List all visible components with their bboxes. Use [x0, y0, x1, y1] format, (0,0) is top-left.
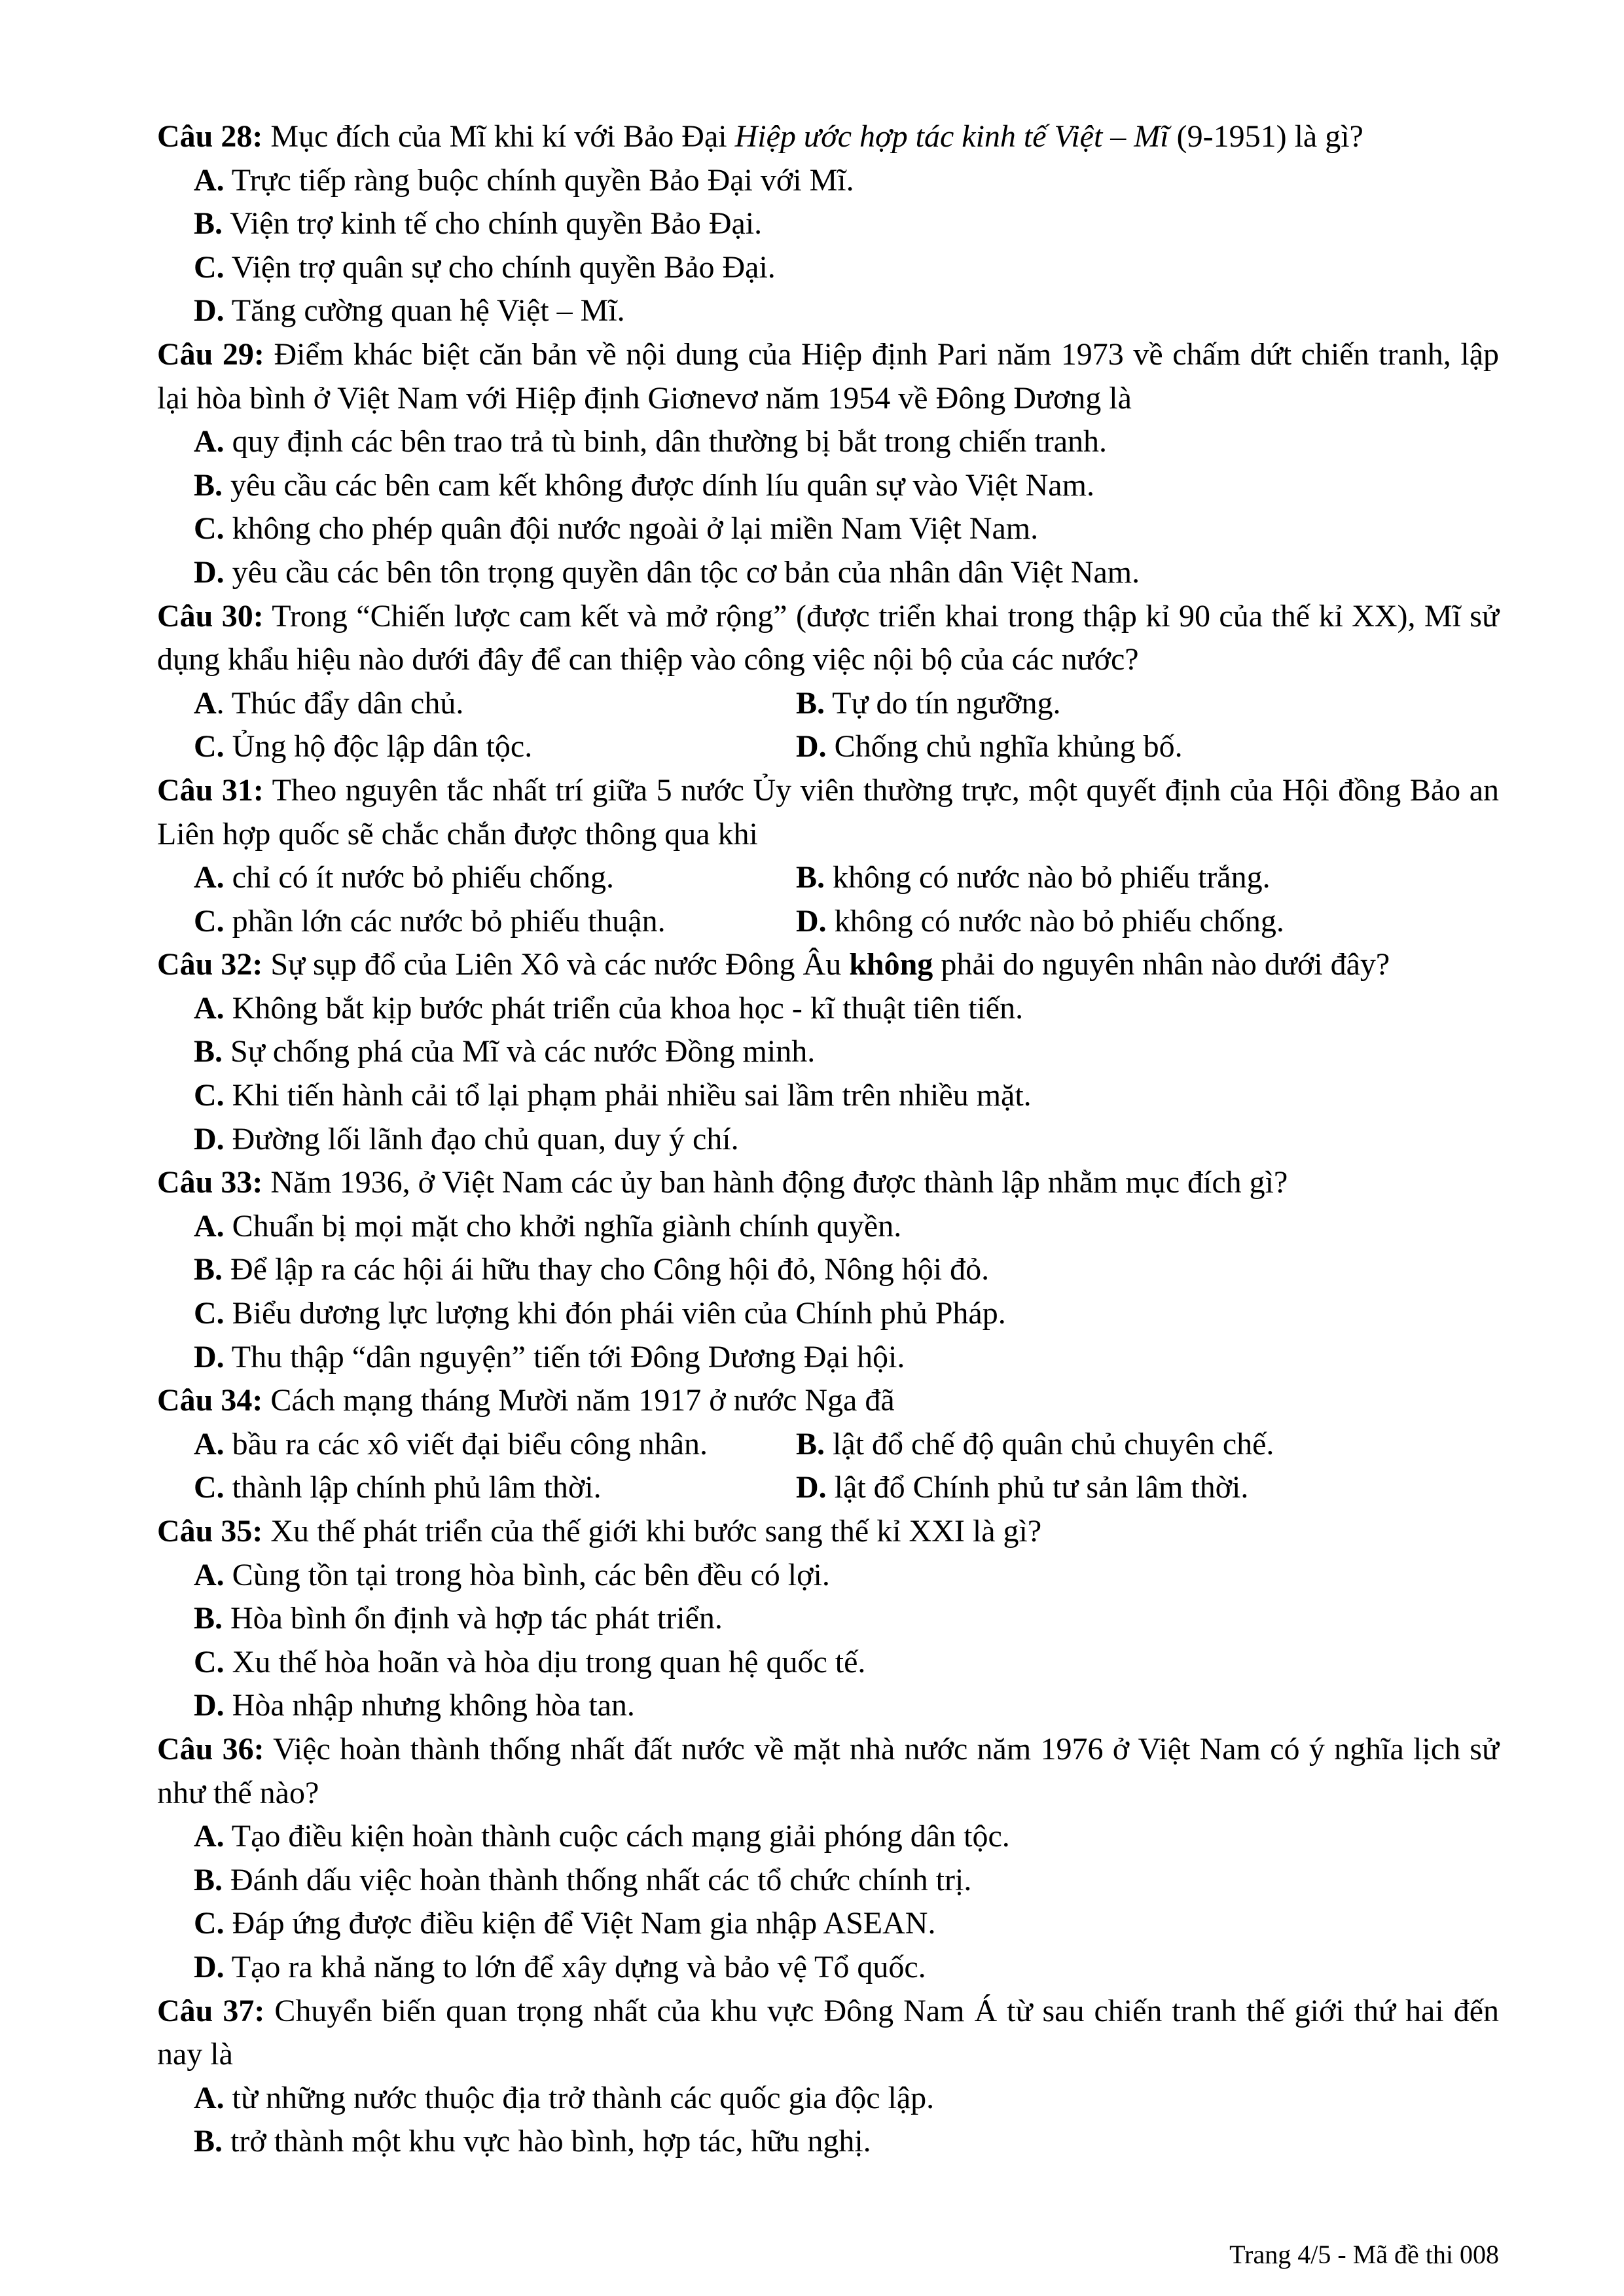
option-a[interactable] [157, 1205, 1499, 1249]
option-c[interactable] [157, 725, 796, 769]
option-label: C. [194, 729, 225, 764]
option-label: B. [194, 206, 223, 242]
question-stem [157, 1161, 1499, 1205]
question-stem [157, 115, 1499, 159]
option-b[interactable] [157, 202, 1499, 246]
option-d[interactable] [157, 551, 1499, 595]
question-number: Câu 34: [157, 1383, 263, 1418]
option-text: Hòa nhập nhưng không hòa tan. [224, 1688, 635, 1723]
answer-options [157, 856, 1499, 943]
option-label: C. [194, 1078, 225, 1113]
option-text: Viện trợ quân sự cho chính quyền Bảo Đại. [224, 249, 776, 285]
question-34 [157, 1379, 1499, 1510]
option-label: B. [194, 1601, 223, 1636]
stem-text: phải do nguyên nhân nào dưới đây? [933, 947, 1390, 982]
option-label: D. [194, 554, 225, 590]
question-number: Câu 29: [157, 336, 264, 372]
option-text: yêu cầu các bên tôn trọng quyền dân tộc cơ bản của nhân dân Việt Nam. [224, 554, 1140, 590]
option-text: yêu cầu các bên cam kết không được dính líu quân sự vào Việt Nam. [223, 467, 1094, 503]
question-number: Câu 37: [157, 1993, 265, 2028]
option-label: A. [194, 1557, 225, 1592]
option-text: bầu ra các xô viết đại biểu công nhân. [224, 1426, 708, 1462]
option-text: Khi tiến hành cải tổ lại phạm phải nhiều sai lầm trên nhiều mặt. [224, 1078, 1032, 1113]
option-label: A. [194, 1426, 225, 1462]
option-text: Đánh dấu việc hoàn thành thống nhất các tổ chức chính trị. [223, 1862, 972, 1897]
option-label: B. [796, 685, 825, 721]
option-c[interactable] [157, 900, 796, 944]
stem-text: Năm 1936, ở Việt Nam các ủy ban hành động được thành lập nhằm mục đích gì? [262, 1165, 1288, 1200]
option-d[interactable] [796, 900, 1499, 944]
option-label: C. [194, 903, 225, 939]
stem-text: Theo nguyên tắc nhất trí giữa 5 nước Ủy viên thường trực, một quyết định của Hội đồng Bảo an Liên hợp quốc sẽ chắc chắn được thông qua khi [157, 772, 1499, 852]
answer-options [157, 2077, 1499, 2164]
option-label: C. [194, 249, 225, 285]
question-32 [157, 943, 1499, 1161]
option-text: không cho phép quân đội nước ngoài ở lại miền Nam Việt Nam. [224, 511, 1039, 547]
option-a[interactable] [157, 682, 796, 726]
question-number: Câu 36: [157, 1731, 264, 1767]
option-b[interactable] [157, 1859, 1499, 1903]
option-label: D. [796, 1470, 827, 1505]
question-31 [157, 769, 1499, 943]
option-label: A. [194, 2080, 225, 2115]
option-text: Đáp ứng được điều kiện để Việt Nam gia nhập ASEAN. [224, 1906, 936, 1941]
option-a[interactable] [157, 1815, 1499, 1859]
answer-options [157, 1423, 1499, 1510]
option-label: A. [194, 424, 225, 459]
answer-options [157, 682, 1499, 769]
option-label: C. [194, 1644, 225, 1679]
option-label: C. [194, 511, 225, 547]
answer-options [157, 420, 1499, 594]
option-c[interactable] [157, 1902, 1499, 1946]
option-text: lật đổ Chính phủ tư sản lâm thời. [826, 1470, 1249, 1505]
exam-page [157, 115, 1499, 2164]
option-label: B. [194, 467, 223, 503]
question-number: Câu 28: [157, 119, 263, 154]
option-d[interactable] [157, 289, 1499, 333]
option-label: B. [194, 2124, 223, 2159]
option-label: D. [796, 729, 827, 764]
stem-bold-text: không [849, 947, 933, 982]
option-text: thành lập chính phủ lâm thời. [224, 1470, 602, 1505]
option-text: Tạo điều kiện hoàn thành cuộc cách mạng giải phóng dân tộc. [224, 1819, 1010, 1854]
option-text: Để lập ra các hội ái hữu thay cho Công hội đỏ, Nông hội đỏ. [223, 1252, 990, 1287]
question-stem [157, 1510, 1499, 1554]
option-text: từ những nước thuộc địa trở thành các quốc gia độc lập. [224, 2080, 935, 2115]
question-33 [157, 1161, 1499, 1379]
option-label: D. [194, 1688, 225, 1723]
option-text: Hòa bình ổn định và hợp tác phát triển. [223, 1601, 723, 1636]
option-label: B. [796, 1426, 825, 1462]
question-37 [157, 1990, 1499, 2164]
page-footer: Trang 4/5 - Mã đề thi 008 [1229, 2240, 1499, 2269]
option-label: A. [194, 1208, 225, 1244]
option-a[interactable] [157, 420, 1499, 464]
option-text: Viện trợ kinh tế cho chính quyền Bảo Đại. [223, 206, 763, 242]
question-number: Câu 31: [157, 772, 264, 808]
option-c[interactable] [157, 1074, 1499, 1118]
answer-options [157, 1815, 1499, 1989]
question-35 [157, 1510, 1499, 1728]
option-a[interactable] [157, 856, 796, 900]
question-36 [157, 1728, 1499, 1990]
question-number: Câu 35: [157, 1514, 263, 1549]
question-stem [157, 1990, 1499, 2077]
option-b[interactable] [157, 2120, 1499, 2164]
option-label: D. [194, 1121, 225, 1157]
option-text: trở thành một khu vực hào bình, hợp tác, hữu nghị. [223, 2124, 871, 2159]
option-c[interactable] [157, 1641, 1499, 1685]
option-text: không có nước nào bỏ phiếu trắng. [825, 860, 1271, 895]
option-label: B. [194, 1252, 223, 1287]
option-label: A. [194, 990, 225, 1026]
option-text: lật đổ chế độ quân chủ chuyên chế. [825, 1426, 1274, 1462]
option-label: B. [194, 1034, 223, 1069]
option-label: C. [194, 1296, 225, 1331]
option-label: A. [194, 162, 225, 198]
option-b[interactable] [157, 464, 1499, 508]
answer-options [157, 1554, 1499, 1728]
option-text: Tự do tín ngưỡng. [825, 685, 1061, 721]
option-b[interactable] [157, 1248, 1499, 1292]
option-d[interactable] [796, 725, 1499, 769]
stem-text: Xu thế phát triển của thế giới khi bước sang thế kỉ XXI là gì? [262, 1514, 1042, 1549]
option-a[interactable] [157, 1554, 1499, 1598]
option-text: . Thúc đẩy dân chủ. [216, 685, 464, 721]
answer-options [157, 1205, 1499, 1379]
stem-text: Điểm khác biệt căn bản về nội dung của Hiệp định Pari năm 1973 về chấm dứt chiến tranh, lập lại hòa bình ở Việt Nam với Hiệp định Giơnevơ năm 1954 về Đông Dương là [157, 336, 1500, 416]
stem-text: Chuyển biến quan trọng nhất của khu vực Đông Nam Á từ sau chiến tranh thế giới thứ hai đến nay là [157, 1993, 1500, 2072]
option-label: D. [796, 903, 827, 939]
option-text: Chống chủ nghĩa khủng bố. [826, 729, 1183, 764]
option-label: C. [194, 1470, 225, 1505]
option-c[interactable] [157, 1292, 1499, 1336]
question-28 [157, 115, 1499, 333]
question-stem [157, 943, 1499, 987]
option-text: Cùng tồn tại trong hòa bình, các bên đều có lợi. [224, 1557, 830, 1592]
option-text: Ủng hộ độc lập dân tộc. [224, 729, 533, 764]
option-text: phần lớn các nước bỏ phiếu thuận. [224, 903, 666, 939]
stem-text: (9-1951) là gì? [1168, 119, 1363, 154]
option-label: A [194, 685, 217, 721]
option-text: Xu thế hòa hoãn và hòa dịu trong quan hệ quốc tế. [224, 1644, 866, 1679]
answer-options [157, 987, 1499, 1161]
option-a[interactable] [157, 159, 1499, 203]
stem-text: Mục đích của Mĩ khi kí với Bảo Đại [262, 119, 735, 154]
option-b[interactable] [157, 1597, 1499, 1641]
answer-options [157, 159, 1499, 333]
option-text: Tạo ra khả năng to lớn để xây dựng và bảo vệ Tổ quốc. [224, 1949, 926, 1984]
question-number: Câu 33: [157, 1165, 263, 1200]
option-label: D. [194, 1949, 225, 1984]
option-a[interactable] [157, 1423, 796, 1467]
question-stem [157, 333, 1499, 420]
stem-text: Cách mạng tháng Mười năm 1917 ở nước Nga đã [262, 1383, 895, 1418]
option-b[interactable] [796, 1423, 1499, 1467]
option-label: B. [796, 860, 825, 895]
option-text: Đường lối lãnh đạo chủ quan, duy ý chí. [224, 1121, 739, 1157]
option-b[interactable] [796, 682, 1499, 726]
option-text: Không bắt kịp bước phát triển của khoa học - kĩ thuật tiên tiến. [224, 990, 1024, 1026]
option-text: Thu thập “dân nguyện” tiến tới Đông Dương Đại hội. [224, 1339, 905, 1374]
question-29 [157, 333, 1499, 595]
option-c[interactable] [157, 507, 1499, 551]
option-d[interactable] [157, 1684, 1499, 1728]
option-text: Tăng cường quan hệ Việt – Mĩ. [224, 293, 625, 329]
stem-text: Trong “Chiến lược cam kết và mở rộng” (được triển khai trong thập kỉ 90 của thế kỉ XX), Mĩ sử dụng khẩu hiệu nào dưới đây để can thiệp vào công việc nội bộ của các nước? [157, 598, 1500, 677]
option-c[interactable] [157, 1466, 796, 1510]
option-d[interactable] [157, 1946, 1499, 1990]
question-number: Câu 32: [157, 947, 263, 982]
option-b[interactable] [796, 856, 1499, 900]
option-label: D. [194, 293, 225, 329]
question-stem [157, 1379, 1499, 1423]
option-d[interactable] [157, 1118, 1499, 1162]
stem-text: Việc hoàn thành thống nhất đất nước về mặt nhà nước năm 1976 ở Việt Nam có ý nghĩa lịch sử như thế nào? [157, 1731, 1500, 1810]
question-number: Câu 30: [157, 598, 264, 634]
question-stem [157, 1728, 1499, 1815]
option-a[interactable] [157, 2077, 1499, 2121]
option-text: Biểu dương lực lượng khi đón phái viên của Chính phủ Pháp. [224, 1296, 1006, 1331]
option-label: A. [194, 1819, 225, 1854]
option-b[interactable] [157, 1030, 1499, 1074]
option-text: Trực tiếp ràng buộc chính quyền Bảo Đại với Mĩ. [224, 162, 854, 198]
option-d[interactable] [796, 1466, 1499, 1510]
option-text: quy định các bên trao trả tù binh, dân thường bị bắt trong chiến tranh. [224, 424, 1108, 459]
option-d[interactable] [157, 1336, 1499, 1380]
option-label: D. [194, 1339, 225, 1374]
option-text: chỉ có ít nước bỏ phiếu chống. [224, 860, 614, 895]
question-30 [157, 595, 1499, 769]
option-label: A. [194, 860, 225, 895]
option-a[interactable] [157, 987, 1499, 1031]
option-c[interactable] [157, 246, 1499, 290]
option-text: Sự chống phá của Mĩ và các nước Đồng minh. [223, 1034, 816, 1069]
question-stem [157, 595, 1499, 682]
option-text: không có nước nào bỏ phiếu chống. [826, 903, 1284, 939]
option-label: C. [194, 1906, 225, 1941]
question-stem [157, 769, 1499, 856]
stem-text: Sự sụp đổ của Liên Xô và các nước Đông Âu [262, 947, 850, 982]
stem-italic-text: Hiệp ước hợp tác kinh tế Việt – Mĩ [734, 119, 1169, 154]
option-label: B. [194, 1862, 223, 1897]
option-text: Chuẩn bị mọi mặt cho khởi nghĩa giành chính quyền. [224, 1208, 902, 1244]
